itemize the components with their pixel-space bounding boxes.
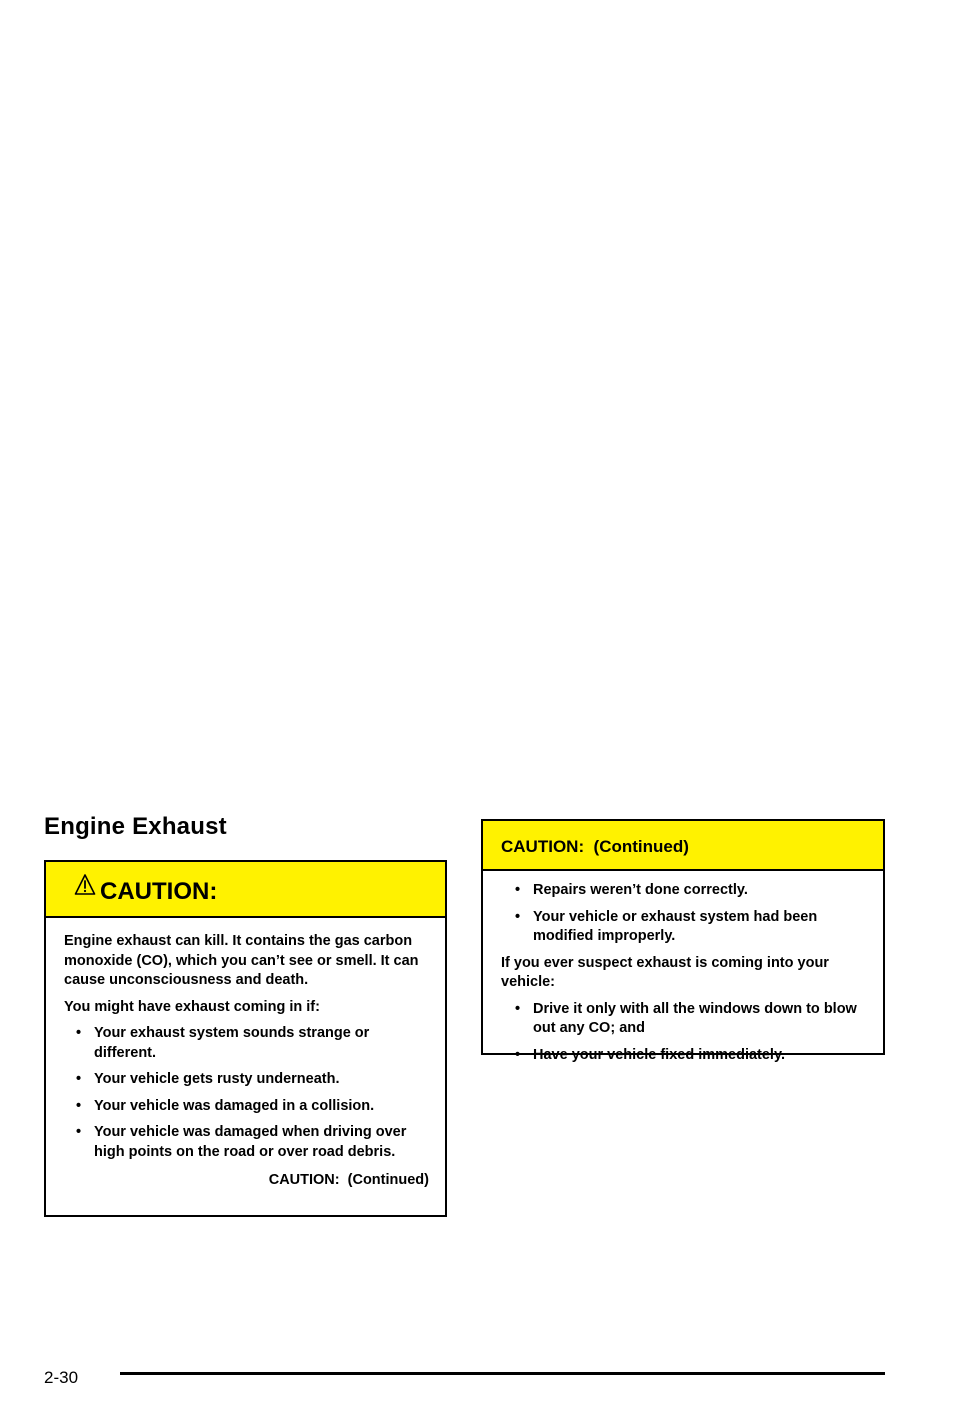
caution-box-left bbox=[44, 860, 447, 1217]
list-item-text: Your vehicle was damaged in a collision. bbox=[94, 1097, 375, 1114]
list-item bbox=[64, 1024, 429, 1063]
list-item-text: Your vehicle gets rusty underneath. bbox=[94, 1071, 340, 1087]
bullet-glyph: • bbox=[76, 1071, 82, 1087]
caution-title: CAUTION: (Continued) bbox=[501, 837, 689, 856]
list-item-text: Your exhaust system sounds strange or different. bbox=[94, 1025, 370, 1061]
list-item-text: Your vehicle or exhaust system had been modified improperly. bbox=[533, 908, 818, 944]
caution-bullet-list bbox=[501, 1000, 867, 1066]
page-footer-rule bbox=[120, 1372, 885, 1375]
list-item-text: Your vehicle was damaged when driving over high points on the road or over road debris. bbox=[94, 1124, 407, 1160]
caution-body bbox=[46, 918, 445, 1191]
caution-paragraph: Engine exhaust can kill. It contains the gas carbon monoxide (CO), which you can’t see or smell. It can cause unconsciousness and death. bbox=[64, 933, 419, 988]
list-item-text: Drive it only with all the windows down to blow out any CO; and bbox=[533, 1000, 857, 1036]
bullet-glyph: • bbox=[515, 882, 521, 898]
bullet-glyph: • bbox=[515, 1046, 521, 1063]
bullet-glyph: • bbox=[76, 1124, 82, 1140]
caution-paragraph: You might have exhaust coming in if: bbox=[64, 998, 320, 1015]
bullet-glyph: • bbox=[515, 1000, 521, 1017]
warning-triangle-icon bbox=[74, 873, 96, 897]
list-item bbox=[501, 1046, 867, 1066]
list-item bbox=[64, 1070, 429, 1090]
caution-paragraph: If you ever suspect exhaust is coming into your vehicle: bbox=[501, 954, 829, 990]
list-item-text: Repairs weren’t done correctly. bbox=[533, 882, 748, 898]
caution-title: CAUTION: bbox=[100, 878, 218, 905]
section-title: Engine Exhaust bbox=[44, 813, 227, 840]
list-item bbox=[501, 881, 867, 901]
list-item bbox=[501, 1000, 867, 1039]
bullet-glyph: • bbox=[76, 1025, 82, 1041]
list-item bbox=[64, 1097, 429, 1117]
caution-body bbox=[483, 871, 883, 1065]
bullet-glyph: • bbox=[515, 908, 521, 925]
caution-bullet-list bbox=[64, 1024, 429, 1162]
list-item-text: Have your vehicle fixed immediately. bbox=[533, 1046, 785, 1063]
bullet-glyph: • bbox=[76, 1097, 82, 1114]
page-number: 2-30 bbox=[44, 1368, 79, 1387]
list-item bbox=[64, 1123, 429, 1162]
caution-bullet-list bbox=[501, 881, 867, 947]
list-item bbox=[501, 908, 867, 947]
continued-note: CAUTION: (Continued) bbox=[268, 1172, 429, 1188]
caution-header bbox=[483, 821, 883, 871]
caution-box-right bbox=[481, 819, 885, 1063]
caution-header bbox=[46, 862, 445, 918]
